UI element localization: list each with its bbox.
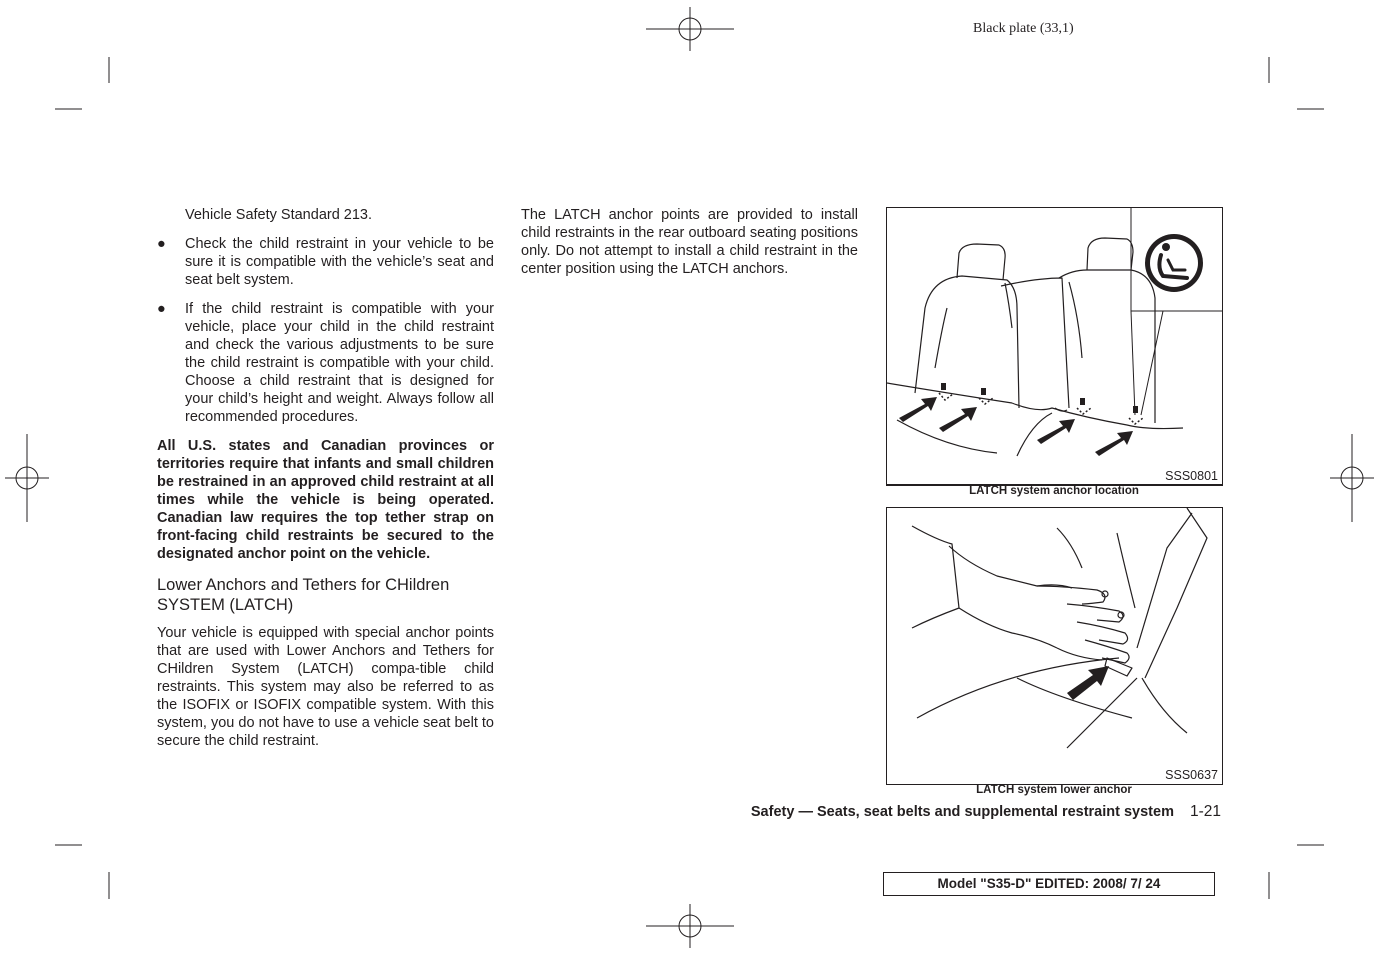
latch-intro-paragraph: Your vehicle is equipped with special anchor points that are used with Lower Anchors and Tethers for CHildren System (LATCH) compa-tible child restraints. This system may also be referred to as the ISOFIX or ISOFIX compatible system. With this system, you do not have to use a vehicle seat belt to secure the child restraint. bbox=[157, 625, 494, 749]
hand-anchor-illustration bbox=[887, 508, 1222, 784]
bullet-text: Check the child restraint in your vehicle to be sure it is compatible with the vehicle’s seat and seat belt system. bbox=[185, 236, 494, 288]
bullet-icon: ● bbox=[157, 236, 166, 252]
bullet-item bbox=[157, 300, 494, 426]
continuation-text: Vehicle Safety Standard 213. bbox=[185, 207, 373, 223]
rear-seat-illustration bbox=[887, 208, 1222, 485]
figure-caption: LATCH system anchor location bbox=[969, 485, 1139, 497]
figure-code: SSS0637 bbox=[1165, 768, 1218, 782]
model-edit-box: Model "S35-D" EDITED: 2008/ 7/ 24 bbox=[883, 872, 1215, 896]
arrow-icon bbox=[1067, 666, 1109, 700]
figure-caption: LATCH system lower anchor bbox=[976, 784, 1132, 796]
bullet-item bbox=[157, 235, 494, 289]
warning-paragraph: All U.S. states and Canadian provinces or territories require that infants and small children be restrained in an approved child restraint at all times while the vehicle is being operated. Canadian law requires the top tether strap on front-facing child restraints be secured to the designated anchor point on the vehicle. bbox=[157, 438, 494, 562]
section-title: Safety — Seats, seat belts and supplemental restraint system bbox=[750, 804, 1174, 820]
plate-label: Black plate (33,1) bbox=[973, 21, 1074, 36]
figure-lower-anchor bbox=[886, 507, 1223, 785]
page-footer bbox=[751, 803, 1221, 821]
figure-code: SSS0801 bbox=[1165, 469, 1218, 483]
figure-anchor-location bbox=[886, 207, 1223, 486]
section-heading: Lower Anchors and Tethers for CHildren SYSTEM (LATCH) bbox=[157, 576, 450, 614]
bullet-icon: ● bbox=[157, 301, 166, 317]
latch-anchor-paragraph: The LATCH anchor points are provided to install child restraints in the rear outboard seating positions only. Do not attempt to install a child restraint in the center position using the LATCH anchors. bbox=[521, 207, 858, 277]
bullet-text: If the child restraint is compatible with your vehicle, place your child in the child restraint and check the various adjustments to be sure the child restraint is compatible with your child. Choose a child restraint that is designed for your child’s height and weight. Always follow all recommended procedures. bbox=[185, 301, 494, 425]
child-seat-icon bbox=[1145, 234, 1203, 292]
page-number: 1-21 bbox=[1189, 803, 1221, 820]
arrow-icon bbox=[899, 397, 1133, 456]
left-column bbox=[157, 206, 494, 750]
